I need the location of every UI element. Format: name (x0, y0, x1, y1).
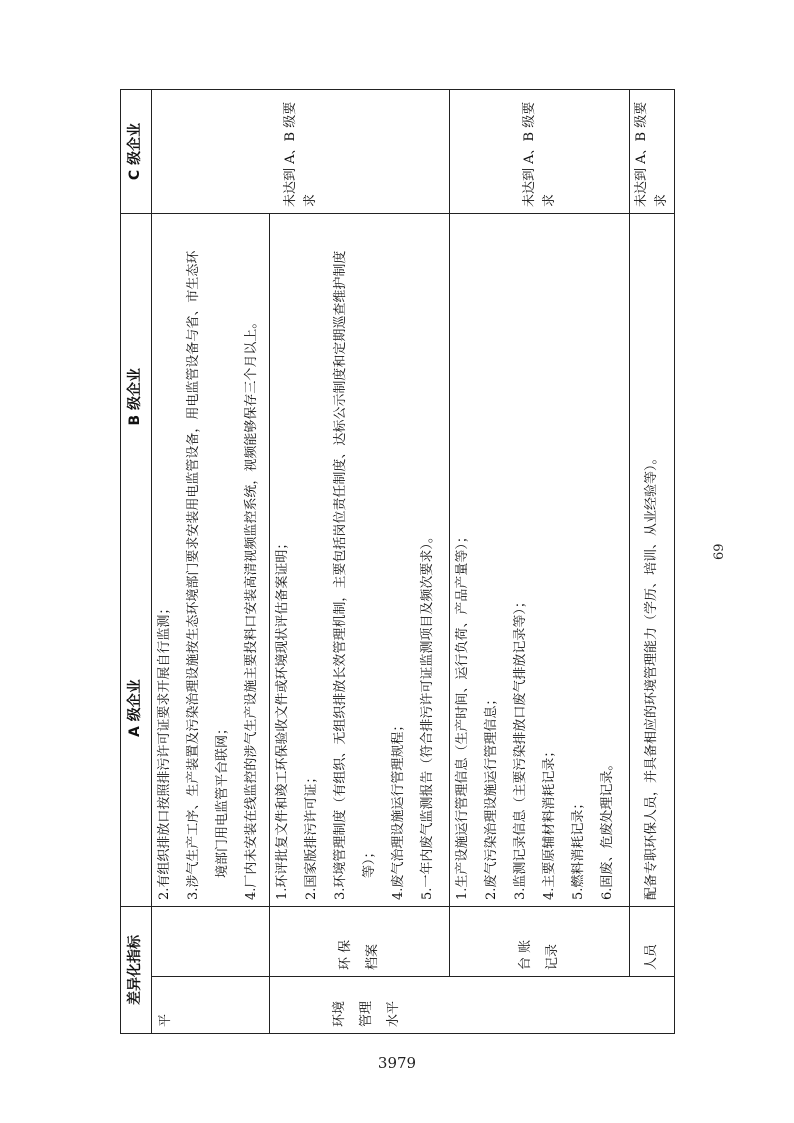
category-cell (152, 977, 270, 1034)
table-row (450, 90, 630, 1034)
table-header-row (121, 90, 152, 1034)
subcategory-environmental-archives (270, 907, 450, 977)
requirement-line: 5.燃料消耗记录； (571, 796, 586, 900)
requirement-line: 4.厂内未安装在线监控的涉气生产设施主要投料口安装高清视频监控系统，视频能够保存三个月以上。 (244, 315, 259, 900)
requirement-line: 3.涉气生产工序、生产装置及污染治理设施按生态环境部门要求安装用电监管设备，用电监管设备与省、市生态环 (186, 250, 201, 900)
requirement-line: 2.国家版排污许可证； (304, 770, 319, 900)
table-row (152, 90, 270, 1034)
requirement-line: 配备专职环保人员，并具备相应的环境管理能力（学历、培训、从业经验等）。 (644, 451, 659, 900)
side-page-number: 69 (712, 543, 727, 560)
table-row (630, 90, 675, 1034)
bottom-page-number: 3979 (377, 1054, 417, 1072)
differentiation-indicator-table (120, 89, 675, 1034)
header-level-a: A 级企业 (127, 679, 143, 737)
requirement-line: 4.废气治理设施运行管理规程； (391, 718, 406, 900)
requirement-line: 2.废气污染治理设施运行管理信息； (484, 692, 499, 900)
table-row (270, 90, 450, 1034)
subcategory-label: 台 账 (518, 939, 533, 970)
c-level-requirements (450, 90, 630, 214)
header-level-c: C 级企业 (121, 90, 152, 214)
requirement-line: 等）； (362, 845, 377, 878)
subcategory-label: 记录 (545, 943, 560, 970)
requirement-line: 境部门用电监管平台联网； (215, 721, 230, 878)
group-label: 管理 (359, 1000, 374, 1027)
c-level-requirements (630, 90, 675, 214)
header-level-a-b (121, 214, 152, 907)
requirement-line: 1.环评批复文件和竣工环保验收文件或环境现状评估备案证明； (275, 536, 290, 900)
rotated-page-content (120, 90, 669, 1034)
requirement-line: 4.主要原辅材料消耗记录； (542, 744, 557, 900)
group-cell-environment-management (270, 977, 675, 1034)
c-level-text: 未达到 A、B 级要求 (521, 101, 557, 207)
group-label: 环境 (332, 1000, 347, 1027)
subcategory-ledger-records (450, 907, 630, 977)
subcategory-label: 档案 (365, 943, 380, 970)
a-level-requirements (152, 214, 270, 907)
a-level-requirements (450, 214, 630, 907)
group-label: 水平 (386, 1000, 401, 1027)
subcategory-cell (152, 907, 270, 977)
c-level-text: 未达到 A、B 级要求 (634, 101, 669, 207)
requirement-line: 2.有组织排放口按照排污许可证要求开展自行监测； (157, 601, 172, 900)
requirement-line: 6.固废、危废处理记录。 (600, 757, 615, 900)
header-indicator: 差异化指标 (121, 907, 152, 1034)
subcategory-personnel (630, 907, 675, 977)
subcategory-label: 环 保 (338, 939, 353, 970)
c-level-text: 未达到 A、B 级要求 (282, 101, 318, 207)
a-level-requirements (270, 214, 450, 907)
c-level-requirements (152, 90, 450, 214)
a-level-requirements (630, 214, 675, 907)
header-level-b: B 级企业 (127, 368, 143, 426)
requirement-line: 5.一年内废气监测报告（符合排污许可证监测项目及频次要求）。 (420, 530, 435, 900)
category-label: 平 (158, 1013, 173, 1027)
subcategory-label: 人员 (644, 943, 659, 970)
requirement-line: 1.生产设施运行管理信息（生产时间、运行负荷、产品产量等）； (455, 530, 470, 900)
requirement-line: 3.环境管理制度（有组织、无组织排放长效管理机制，主要包括岗位责任制度、达标公示制度和定期巡查维护制度 (333, 250, 348, 900)
requirement-line: 3.监测记录信息（主要污染排放口废气排放记录等）； (513, 595, 528, 900)
